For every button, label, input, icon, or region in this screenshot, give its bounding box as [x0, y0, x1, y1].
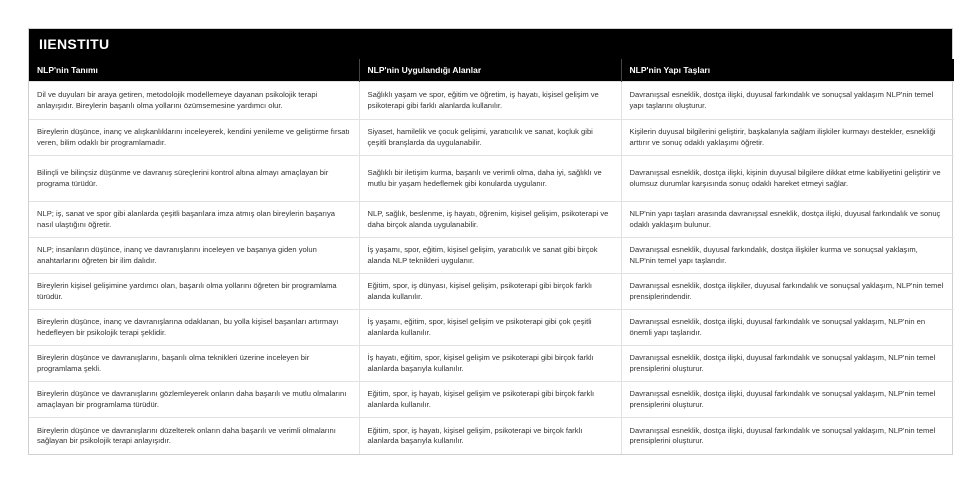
- table-cell: İş yaşamı, spor, eğitim, kişisel gelişim, yaratıcılık ve sanat gibi birçok alanda NLP teknikleri uygulanır.: [359, 238, 621, 274]
- table-cell: Davranışsal esneklik, dostça ilişki, duyusal farkındalık ve sonuçsal yaklaşım, NLP'nin temel prensiplerini oluşturur.: [621, 346, 954, 382]
- table-cell: Sağlıklı yaşam ve spor, eğitim ve öğretim, iş hayatı, kişisel gelişim ve psikoterapi gibi farklı alanlarda kullanılır.: [359, 82, 621, 120]
- column-header-areas: NLP'nin Uygulandığı Alanlar: [359, 59, 621, 82]
- table-cell: Davranışsal esneklik, duyusal farkındalık, dostça ilişkiler kurma ve sonuçsal yaklaşım, NLP'nin temel yapı taşlarıdır.: [621, 238, 954, 274]
- table-header-row: [29, 59, 954, 82]
- table-row: [29, 120, 954, 156]
- table-cell: İş yaşamı, eğitim, spor, kişisel gelişim ve psikoterapi gibi çok çeşitli alanlarda kullanılır.: [359, 310, 621, 346]
- table-cell: Dil ve duyuları bir araya getiren, metodolojik modellemeye dayanan psikolojik terapi anlayışıdır. Bireylerin başarılı olma yollarını özümsemesine yardımcı olur.: [29, 82, 359, 120]
- table-cell: Davranışsal esneklik, dostça ilişki, duyusal farkındalık ve sonuçsal yaklaşım, NLP'nin temel prensiplerini oluşturur.: [621, 382, 954, 418]
- table-cell: NLP'nin yapı taşları arasında davranışsal esneklik, dostça ilişki, duyusal farkındalık ve sonuç odaklı yaklaşım bulunur.: [621, 202, 954, 238]
- table-row: [29, 202, 954, 238]
- table-cell: Bilinçli ve bilinçsiz düşünme ve davranış süreçlerini kontrol altına almayı amaçlayan bir programa türüdür.: [29, 156, 359, 202]
- table-cell: Eğitim, spor, iş hayatı, kişisel gelişim ve psikoterapi gibi birçok farklı alanlarda kullanılır.: [359, 382, 621, 418]
- table-cell: Bireylerin düşünce ve davranışlarını, başarılı olma teknikleri üzerine inceleyen bir programlama şekli.: [29, 346, 359, 382]
- column-header-building-blocks: NLP'nin Yapı Taşları: [621, 59, 954, 82]
- table-row: [29, 346, 954, 382]
- table-cell: Bireylerin düşünce ve davranışlarını düzelterek onların daha başarılı ve verimli olmalarını sağlayan bir psikolojik terapi anlayışıdır.: [29, 418, 359, 454]
- table-cell: Davranışsal esneklik, dostça ilişki, duyusal farkındalık ve sonuçsal yaklaşım, NLP'nin en önemli yapı taşlarıdır.: [621, 310, 954, 346]
- table-row: [29, 274, 954, 310]
- table-cell: NLP, sağlık, beslenme, iş hayatı, öğrenim, kişisel gelişim, psikoterapi ve daha birçok alanda uygulanabilir.: [359, 202, 621, 238]
- table-cell: NLP; iş, sanat ve spor gibi alanlarda çeşitli başarılara imza atmış olan bireylerin başarıya nasıl ulaştığını öğretir.: [29, 202, 359, 238]
- table-cell: Davranışsal esneklik, dostça ilişkiler, duyusal farkındalık ve sonuçsal yaklaşım, NLP'nin temel prensiplerindendir.: [621, 274, 954, 310]
- table-row: [29, 156, 954, 202]
- table-cell: Bireylerin düşünce ve davranışlarını gözlemleyerek onların daha başarılı ve mutlu olmalarını amaçlayan bir programlama türüdür.: [29, 382, 359, 418]
- nlp-table: [29, 59, 954, 454]
- table-cell: Bireylerin kişisel gelişimine yardımcı olan, başarılı olma yollarını öğreten bir programlama türüdür.: [29, 274, 359, 310]
- table-cell: İş hayatı, eğitim, spor, kişisel gelişim ve psikoterapi gibi birçok farklı alanlarda başarıyla kullanılır.: [359, 346, 621, 382]
- table-row: [29, 238, 954, 274]
- column-header-definition: NLP'nin Tanımı: [29, 59, 359, 82]
- table-cell: NLP; insanların düşünce, inanç ve davranışlarını inceleyen ve başarıya giden yolun anahtarlarını öğreten bir ilim dalıdır.: [29, 238, 359, 274]
- table-row: [29, 382, 954, 418]
- table-row: [29, 418, 954, 454]
- table-cell: Eğitim, spor, iş hayatı, kişisel gelişim, psikoterapi ve birçok farklı alanlarda başarıyla kullanılır.: [359, 418, 621, 454]
- table-cell: Eğitim, spor, iş dünyası, kişisel gelişim, psikoterapi gibi birçok farklı alanda kullanılır.: [359, 274, 621, 310]
- table-cell: Kişilerin duyusal bilgilerini geliştirir, başkalarıyla sağlam ilişkiler kurmayı destekler, esnekliği arttırır ve sonuç odaklı yaklaşımı öğretir.: [621, 120, 954, 156]
- brand-title: IIENSTITU: [29, 29, 952, 59]
- table-row: [29, 310, 954, 346]
- table-cell: Davranışsal esneklik, dostça ilişki, duyusal farkındalık ve sonuçsal yaklaşım NLP'nin temel yapı taşlarını oluşturur.: [621, 82, 954, 120]
- table-cell: Siyaset, hamilelik ve çocuk gelişimi, yaratıcılık ve sanat, koçluk gibi çeşitli branşlarda da uygulanabilir.: [359, 120, 621, 156]
- table-cell: Davranışsal esneklik, dostça ilişki, duyusal farkındalık ve sonuçsal yaklaşım, NLP'nin temel prensiplerini oluşturur.: [621, 418, 954, 454]
- table-cell: Bireylerin düşünce, inanç ve alışkanlıklarını inceleyerek, kendini yenileme ve geliştirme fırsatı veren, bilim odaklı bir programlamadır.: [29, 120, 359, 156]
- table-cell: Davranışsal esneklik, dostça ilişki, kişinin duyusal bilgilere dikkat etme kabiliyetini geliştirir ve olumsuz durumlar karşısında sonuç odaklı hareket etmeyi sağlar.: [621, 156, 954, 202]
- table-row: [29, 82, 954, 120]
- content-table-card: [28, 28, 953, 455]
- table-cell: Sağlıklı bir iletişim kurma, başarılı ve verimli olma, daha iyi, sağlıklı ve mutlu bir yaşam hedeflemek gibi konularda uygulanır.: [359, 156, 621, 202]
- table-cell: Bireylerin düşünce, inanç ve davranışlarına odaklanan, bu yolla kişisel başarıları artırmayı hedefleyen bir psikolojik terapi şeklidir.: [29, 310, 359, 346]
